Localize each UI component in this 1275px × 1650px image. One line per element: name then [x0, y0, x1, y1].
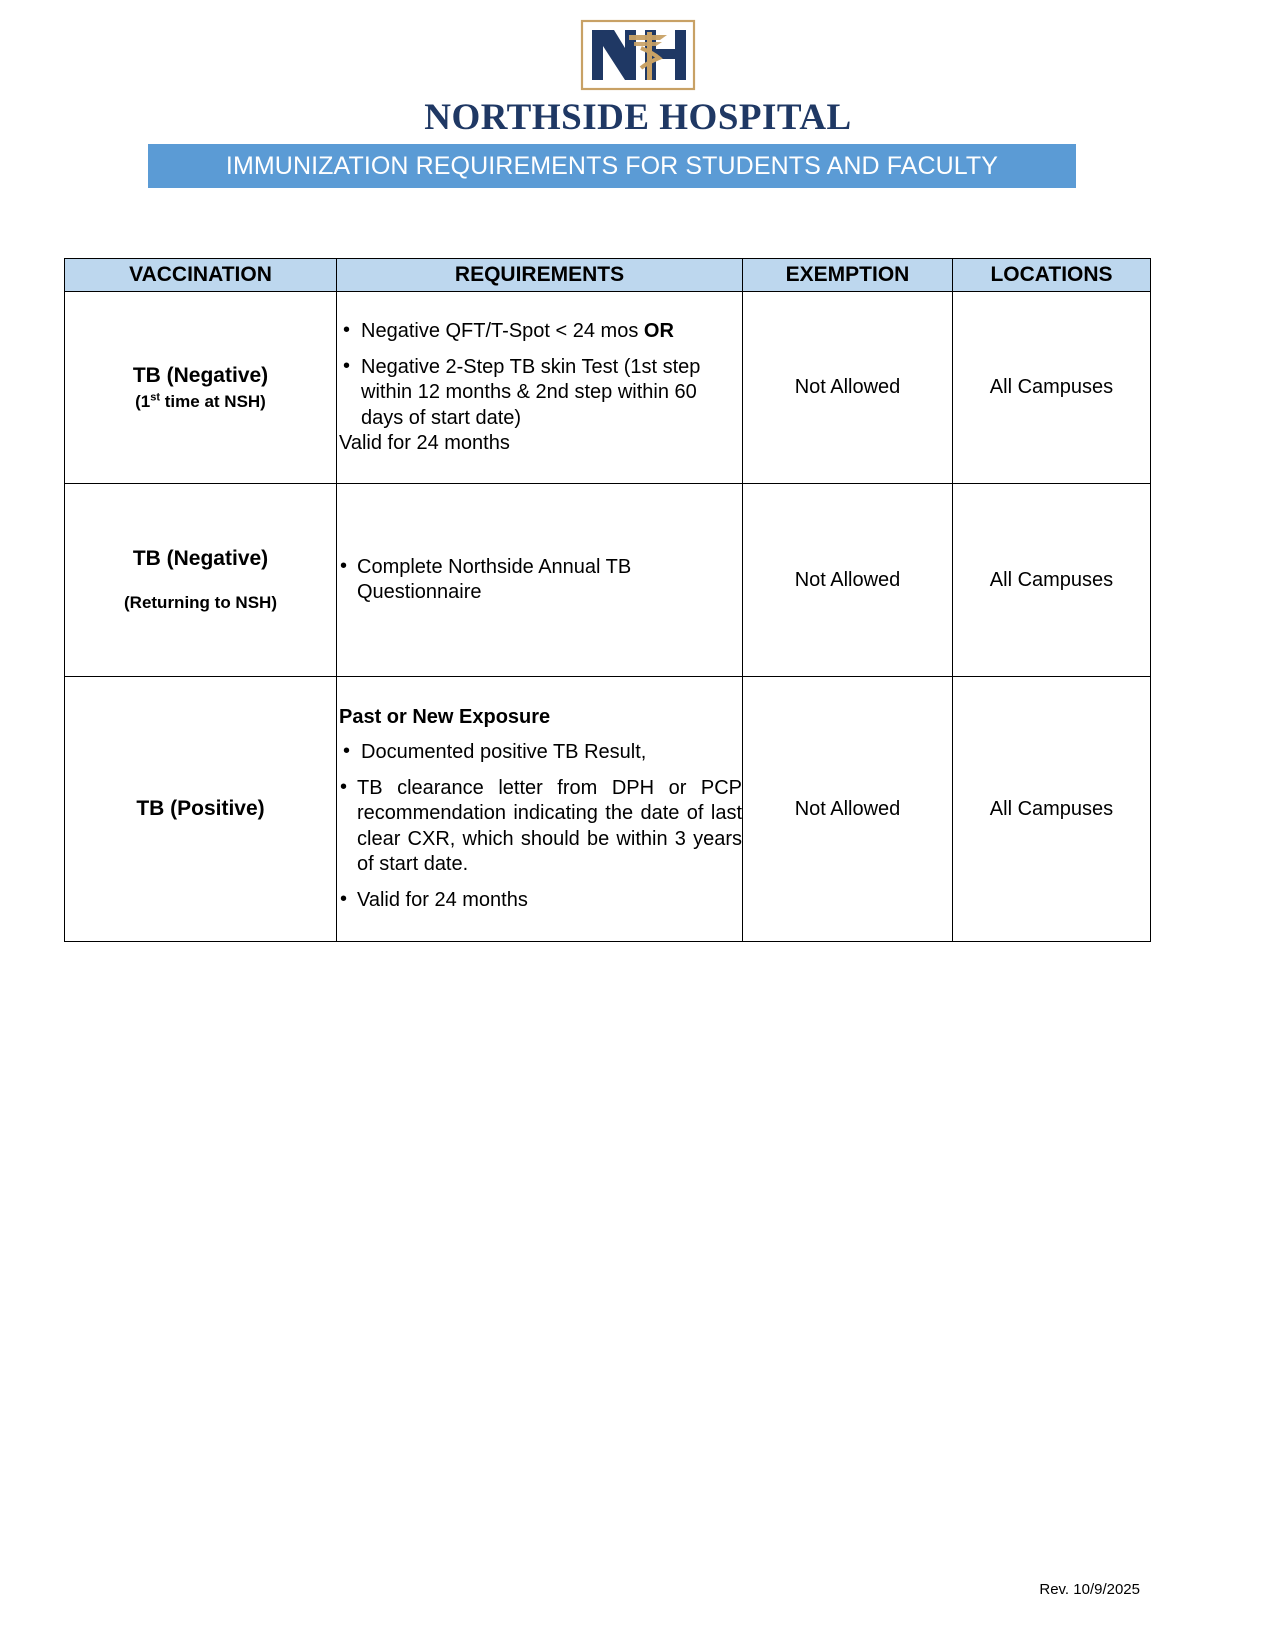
- cell-vaccination: [65, 484, 337, 677]
- cell-exemption: Not Allowed: [743, 484, 953, 677]
- requirements-list: [337, 740, 742, 913]
- bullet-emphasis: OR: [643, 320, 674, 343]
- cell-exemption: Not Allowed: [743, 292, 953, 484]
- requirements-list: [337, 319, 742, 431]
- wordmark-text: [403, 98, 873, 138]
- list-item: • Documented positive TB Result,: [337, 740, 742, 765]
- cell-requirements: [337, 292, 743, 484]
- vaccination-name: TB (Negative): [132, 547, 269, 570]
- cell-requirements: [337, 484, 743, 677]
- svg-text:NORTHSIDE HOSPITAL: NORTHSIDE HOSPITAL: [423, 98, 852, 138]
- vaccination-name: TB (Positive): [136, 797, 265, 820]
- immunization-requirements-table: [64, 258, 1151, 942]
- list-item: • Complete Northside Annual TB Questionnaire: [337, 555, 742, 605]
- hospital-logo: [0, 18, 1275, 138]
- table-row: [65, 292, 1151, 484]
- list-item: • TB clearance letter from DPH or PCP recommendation indicating the date of last clear CXR, which should be within 3 years of start date.: [337, 776, 742, 877]
- subnote-superscript: st: [150, 390, 161, 403]
- cell-locations: All Campuses: [953, 677, 1151, 942]
- column-header-vaccination: VACCINATION: [65, 259, 337, 292]
- bullet-text: Negative QFT/T-Spot < 24 mos: [361, 320, 644, 343]
- validity-note: Valid for 24 months: [339, 431, 510, 454]
- vaccination-subnote: [65, 392, 336, 412]
- cell-exemption: Not Allowed: [743, 677, 953, 942]
- nh-caduceus-logo-icon: [579, 18, 697, 92]
- revision-footer: Rev. 10/9/2025: [1039, 1581, 1140, 1598]
- subnote-prefix: (1: [135, 391, 151, 411]
- requirements-list: [337, 555, 742, 605]
- table-header-row: [65, 259, 1151, 292]
- table-row: [65, 484, 1151, 677]
- page-title: IMMUNIZATION REQUIREMENTS FOR STUDENTS AND FACULTY: [225, 151, 999, 180]
- subnote-suffix: time at NSH): [160, 391, 266, 411]
- cell-vaccination: [65, 292, 337, 484]
- cell-locations: All Campuses: [953, 484, 1151, 677]
- page-title-banner: [148, 144, 1076, 188]
- column-header-exemption: EXEMPTION: [743, 259, 953, 292]
- list-item: • Valid for 24 months: [337, 888, 742, 913]
- table-row: [65, 677, 1151, 942]
- list-item: • Negative 2-Step TB skin Test (1st step within 12 months & 2nd step within 60 days of start date): [337, 355, 742, 431]
- list-item: [337, 319, 742, 344]
- cell-locations: All Campuses: [953, 292, 1151, 484]
- column-header-requirements: REQUIREMENTS: [337, 259, 743, 292]
- cell-vaccination: [65, 677, 337, 942]
- cell-requirements: [337, 677, 743, 942]
- requirements-heading: Past or New Exposure: [339, 705, 551, 728]
- vaccination-name: TB (Negative): [132, 363, 269, 387]
- vaccination-subnote: (Returning to NSH): [124, 593, 277, 612]
- column-header-locations: LOCATIONS: [953, 259, 1151, 292]
